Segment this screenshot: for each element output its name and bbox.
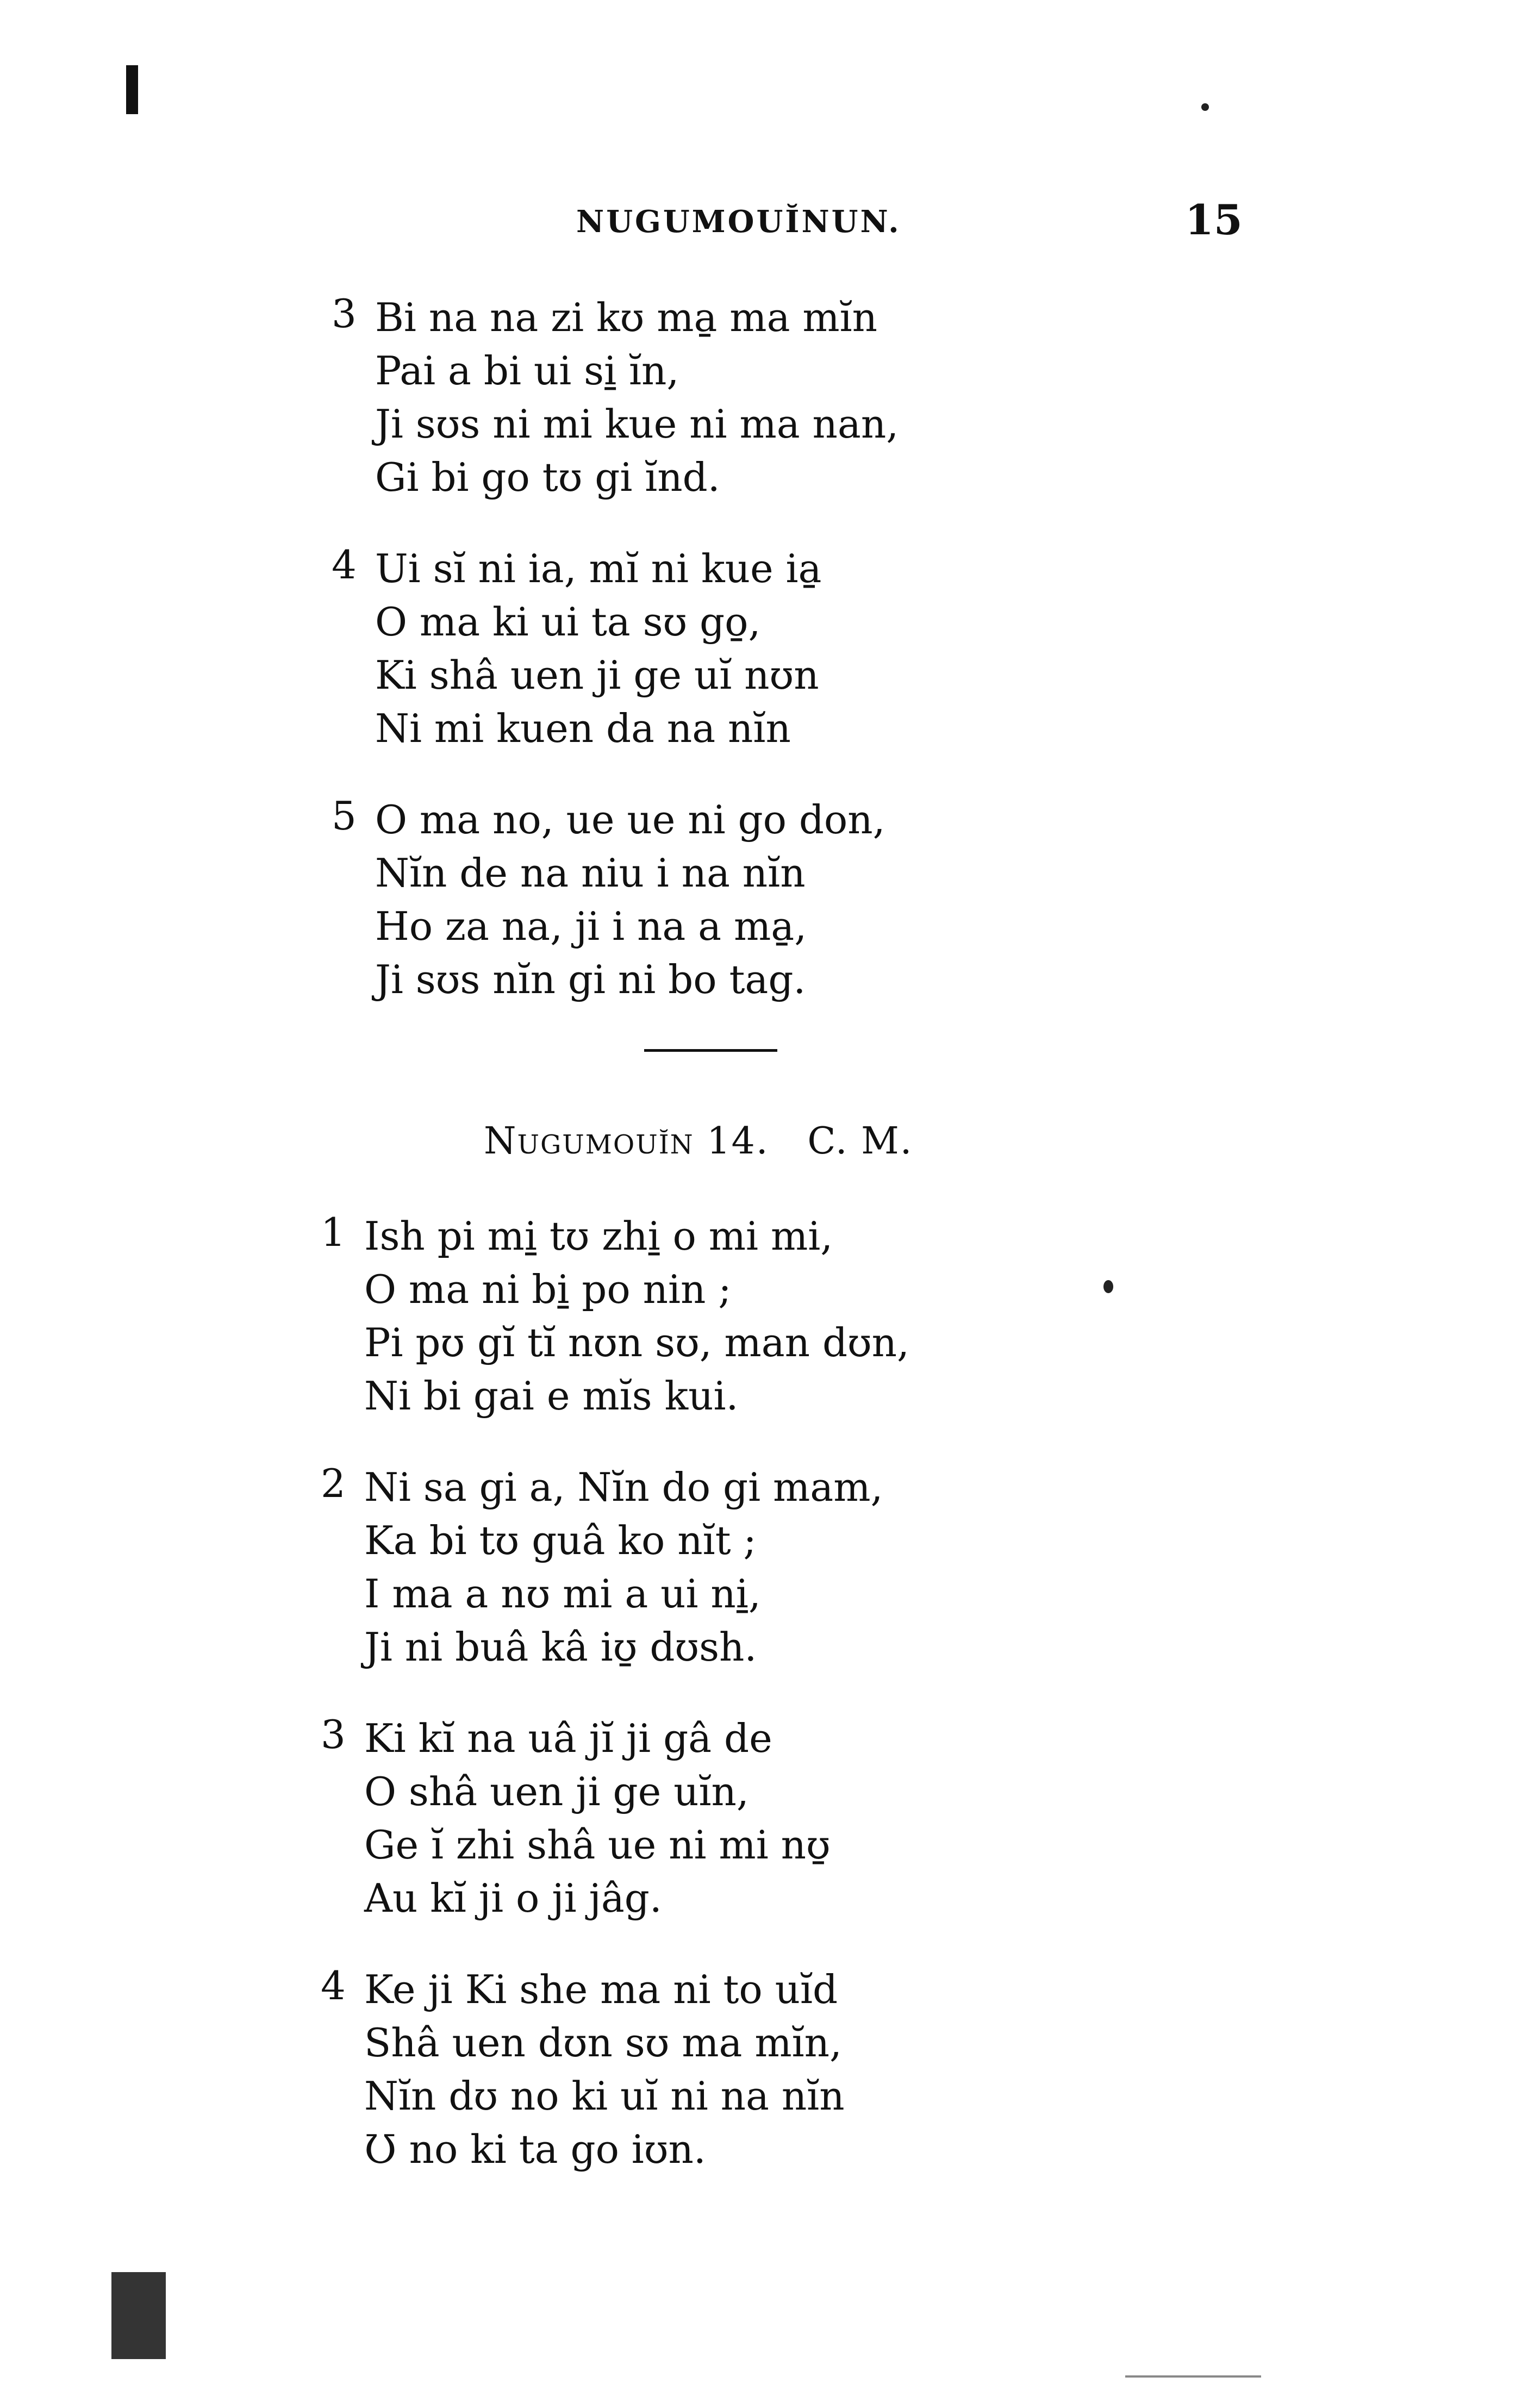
verse-line: Ʊ no ki ta go iʊn. bbox=[364, 2126, 706, 2172]
scan-edge-mark-top bbox=[126, 65, 138, 114]
verse-line: Ni sa gi a, Nĭn do gi mam, bbox=[364, 1464, 883, 1510]
verse-line: Au kĭ ji o ji jâg. bbox=[364, 1875, 662, 1921]
page-number: 15 bbox=[1185, 196, 1243, 244]
running-title: NUGUMOUĬNUN. bbox=[576, 204, 901, 240]
stanza-1 bbox=[321, 1209, 909, 1423]
verse-line: Ji sʊs nĭn gi ni bo tag. bbox=[375, 957, 806, 1002]
stanza-number: 2 bbox=[321, 1461, 346, 1506]
stanza-4 bbox=[332, 542, 899, 755]
verse-line: O ma no, ue ue ni go don, bbox=[375, 797, 885, 843]
verse-line: Ni mi kuen da na nĭn bbox=[375, 706, 791, 751]
verse-line: Shâ uen dʊn sʊ ma mĭn, bbox=[364, 2020, 842, 2066]
verse-line: Ni bi gai e mĭs kui. bbox=[364, 1373, 739, 1419]
scan-speck bbox=[1103, 1280, 1113, 1293]
stanza-3 bbox=[321, 1712, 909, 1925]
verse-line: Bi na na zi kʊ ma̱ ma mĭn bbox=[375, 295, 878, 340]
stanza-number: 1 bbox=[321, 1209, 346, 1255]
verse-line: Ji ni buâ kâ iʊ̱ dʊsh. bbox=[364, 1624, 757, 1670]
verse-line: Ki kĭ na uâ jĭ ji gâ de bbox=[364, 1715, 772, 1761]
stanza-5 bbox=[332, 793, 899, 1006]
verse-line: Ke ji Ki she ma ni to uĭd bbox=[364, 1967, 838, 2012]
verse-line: Ki shâ uen ji ge uĭ nʊn bbox=[375, 652, 819, 698]
hymn-14 bbox=[321, 1209, 909, 2214]
stanza-3 bbox=[332, 291, 899, 504]
hymn-title-number: 14. bbox=[707, 1120, 769, 1163]
verse-line: O ma ni bi̱ po nin ; bbox=[364, 1267, 732, 1312]
stanza-number: 3 bbox=[332, 291, 357, 336]
scan-speck bbox=[1201, 103, 1209, 111]
stanza-4 bbox=[321, 1963, 909, 2176]
stanza-number: 3 bbox=[321, 1712, 346, 1757]
verse-line: Ho za na, ji i na a ma̱, bbox=[375, 903, 807, 949]
scan-streak bbox=[1125, 2375, 1261, 2378]
verse-line: Nĭn dʊ no ki uĭ ni na nĭn bbox=[364, 2073, 845, 2119]
verse-line: Pai a bi ui si̱ ĭn, bbox=[375, 348, 679, 394]
hymn-title-word: Nugumouĭn bbox=[484, 1120, 694, 1163]
verse-line: Ui sĭ ni ia, mĭ ni kue ia̱ bbox=[375, 546, 822, 591]
verse-line: I ma a nʊ mi a ui ni̱, bbox=[364, 1571, 761, 1617]
stanza-number: 4 bbox=[332, 542, 357, 588]
verse-line: Ji sʊs ni mi kue ni ma nan, bbox=[375, 401, 899, 447]
verse-line: O ma ki ui ta sʊ go̱, bbox=[375, 599, 761, 645]
verse-line: Ish pi mi̱ tʊ zhi̱ o mi mi, bbox=[364, 1213, 833, 1259]
verse-line: Ge ĭ zhi shâ ue ni mi nʊ̱ bbox=[364, 1822, 831, 1868]
hymn-14-title bbox=[484, 1120, 913, 1163]
hymn-meter: C. M. bbox=[807, 1120, 913, 1163]
stanza-number: 5 bbox=[332, 793, 357, 839]
verse-line: Ka bi tʊ guâ ko nĭt ; bbox=[364, 1518, 757, 1563]
verse-line: Nĭn de na niu i na nĭn bbox=[375, 850, 806, 896]
verse-line: O shâ uen ji ge uĭn, bbox=[364, 1769, 749, 1814]
verse-line: Pi pʊ gĭ tĭ nʊn sʊ, man dʊn, bbox=[364, 1320, 909, 1365]
verse-line: Gi bi go tʊ gi ĭnd. bbox=[375, 454, 720, 500]
stanza-number: 4 bbox=[321, 1963, 346, 2008]
hymn-13-continued bbox=[332, 291, 899, 1044]
scan-edge-mark-bottom bbox=[111, 2272, 166, 2359]
stanza-2 bbox=[321, 1461, 909, 1674]
section-divider bbox=[644, 1049, 777, 1052]
